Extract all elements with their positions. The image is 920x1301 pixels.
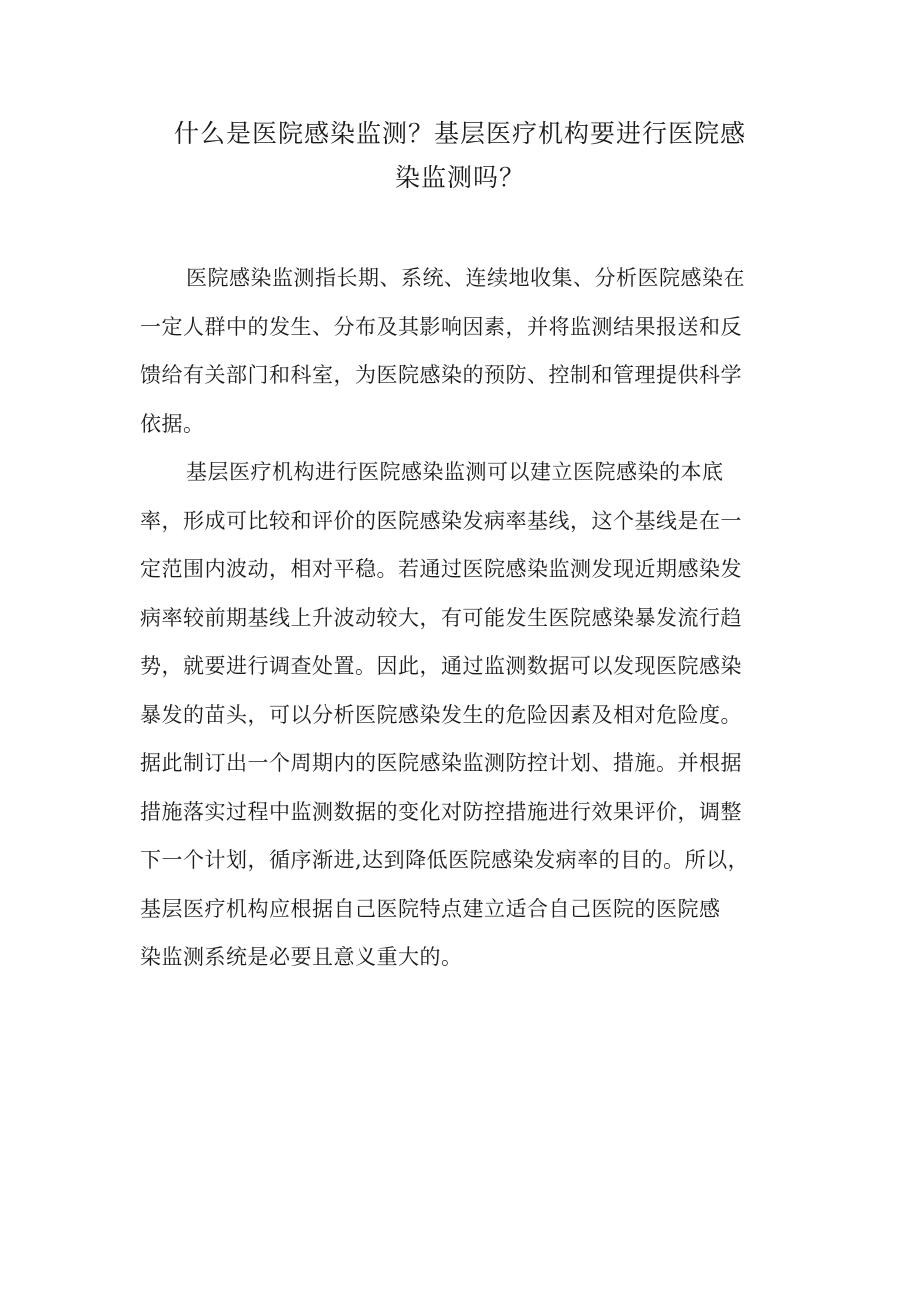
paragraph-line: 率，形成可比较和评价的医院感染发病率基线，这个基线是在一	[140, 508, 742, 533]
document-title	[140, 112, 780, 200]
paragraph-line: 一定人群中的发生、分布及其影响因素，并将监测结果报送和反	[140, 314, 742, 339]
title-line: 什么是医院感染监测？基层医疗机构要进行医院感	[173, 119, 746, 148]
document-body	[140, 254, 790, 982]
paragraph-line: 依据。	[140, 411, 205, 436]
paragraph-line: 染监测系统是必要且意义重大的。	[140, 945, 463, 969]
paragraph-definition	[140, 254, 790, 448]
paragraph-line: 下一个计划，循序渐进,达到降低医院感染发病率的目的。所以，	[140, 848, 750, 872]
paragraph-line: 医院感染监测指长期、系统、连续地收集、分析医院感染在	[186, 266, 745, 290]
paragraph-line: 基层医疗机构应根据自己医院特点建立适合自己医院的医院感	[140, 896, 721, 921]
paragraph-line: 定范围内波动，相对平稳。若通过医院感染监测发现近期感染发	[140, 557, 742, 581]
paragraph-line: 暴发的苗头，可以分析医院感染发生的危险因素及相对危险度。	[140, 702, 742, 727]
paragraph-line: 措施落实过程中监测数据的变化对防控措施进行效果评价，调整	[140, 799, 742, 824]
paragraph-rationale	[140, 448, 790, 982]
paragraph-line: 基层医疗机构进行医院感染监测可以建立医院感染的本底	[186, 460, 724, 484]
paragraph-line: 势，就要进行调查处置。因此，通过监测数据可以发现医院感染	[140, 654, 742, 678]
paragraph-line: 馈给有关部门和科室，为医院感染的预防、控制和管理提供科学	[140, 363, 742, 387]
paragraph-line: 据此制订出一个周期内的医院感染监测防控计划、措施。并根据	[140, 751, 742, 775]
paragraph-line: 病率较前期基线上升波动较大，有可能发生医院感染暴发流行趋	[140, 605, 742, 630]
title-line: 染监测吗？	[394, 163, 525, 192]
